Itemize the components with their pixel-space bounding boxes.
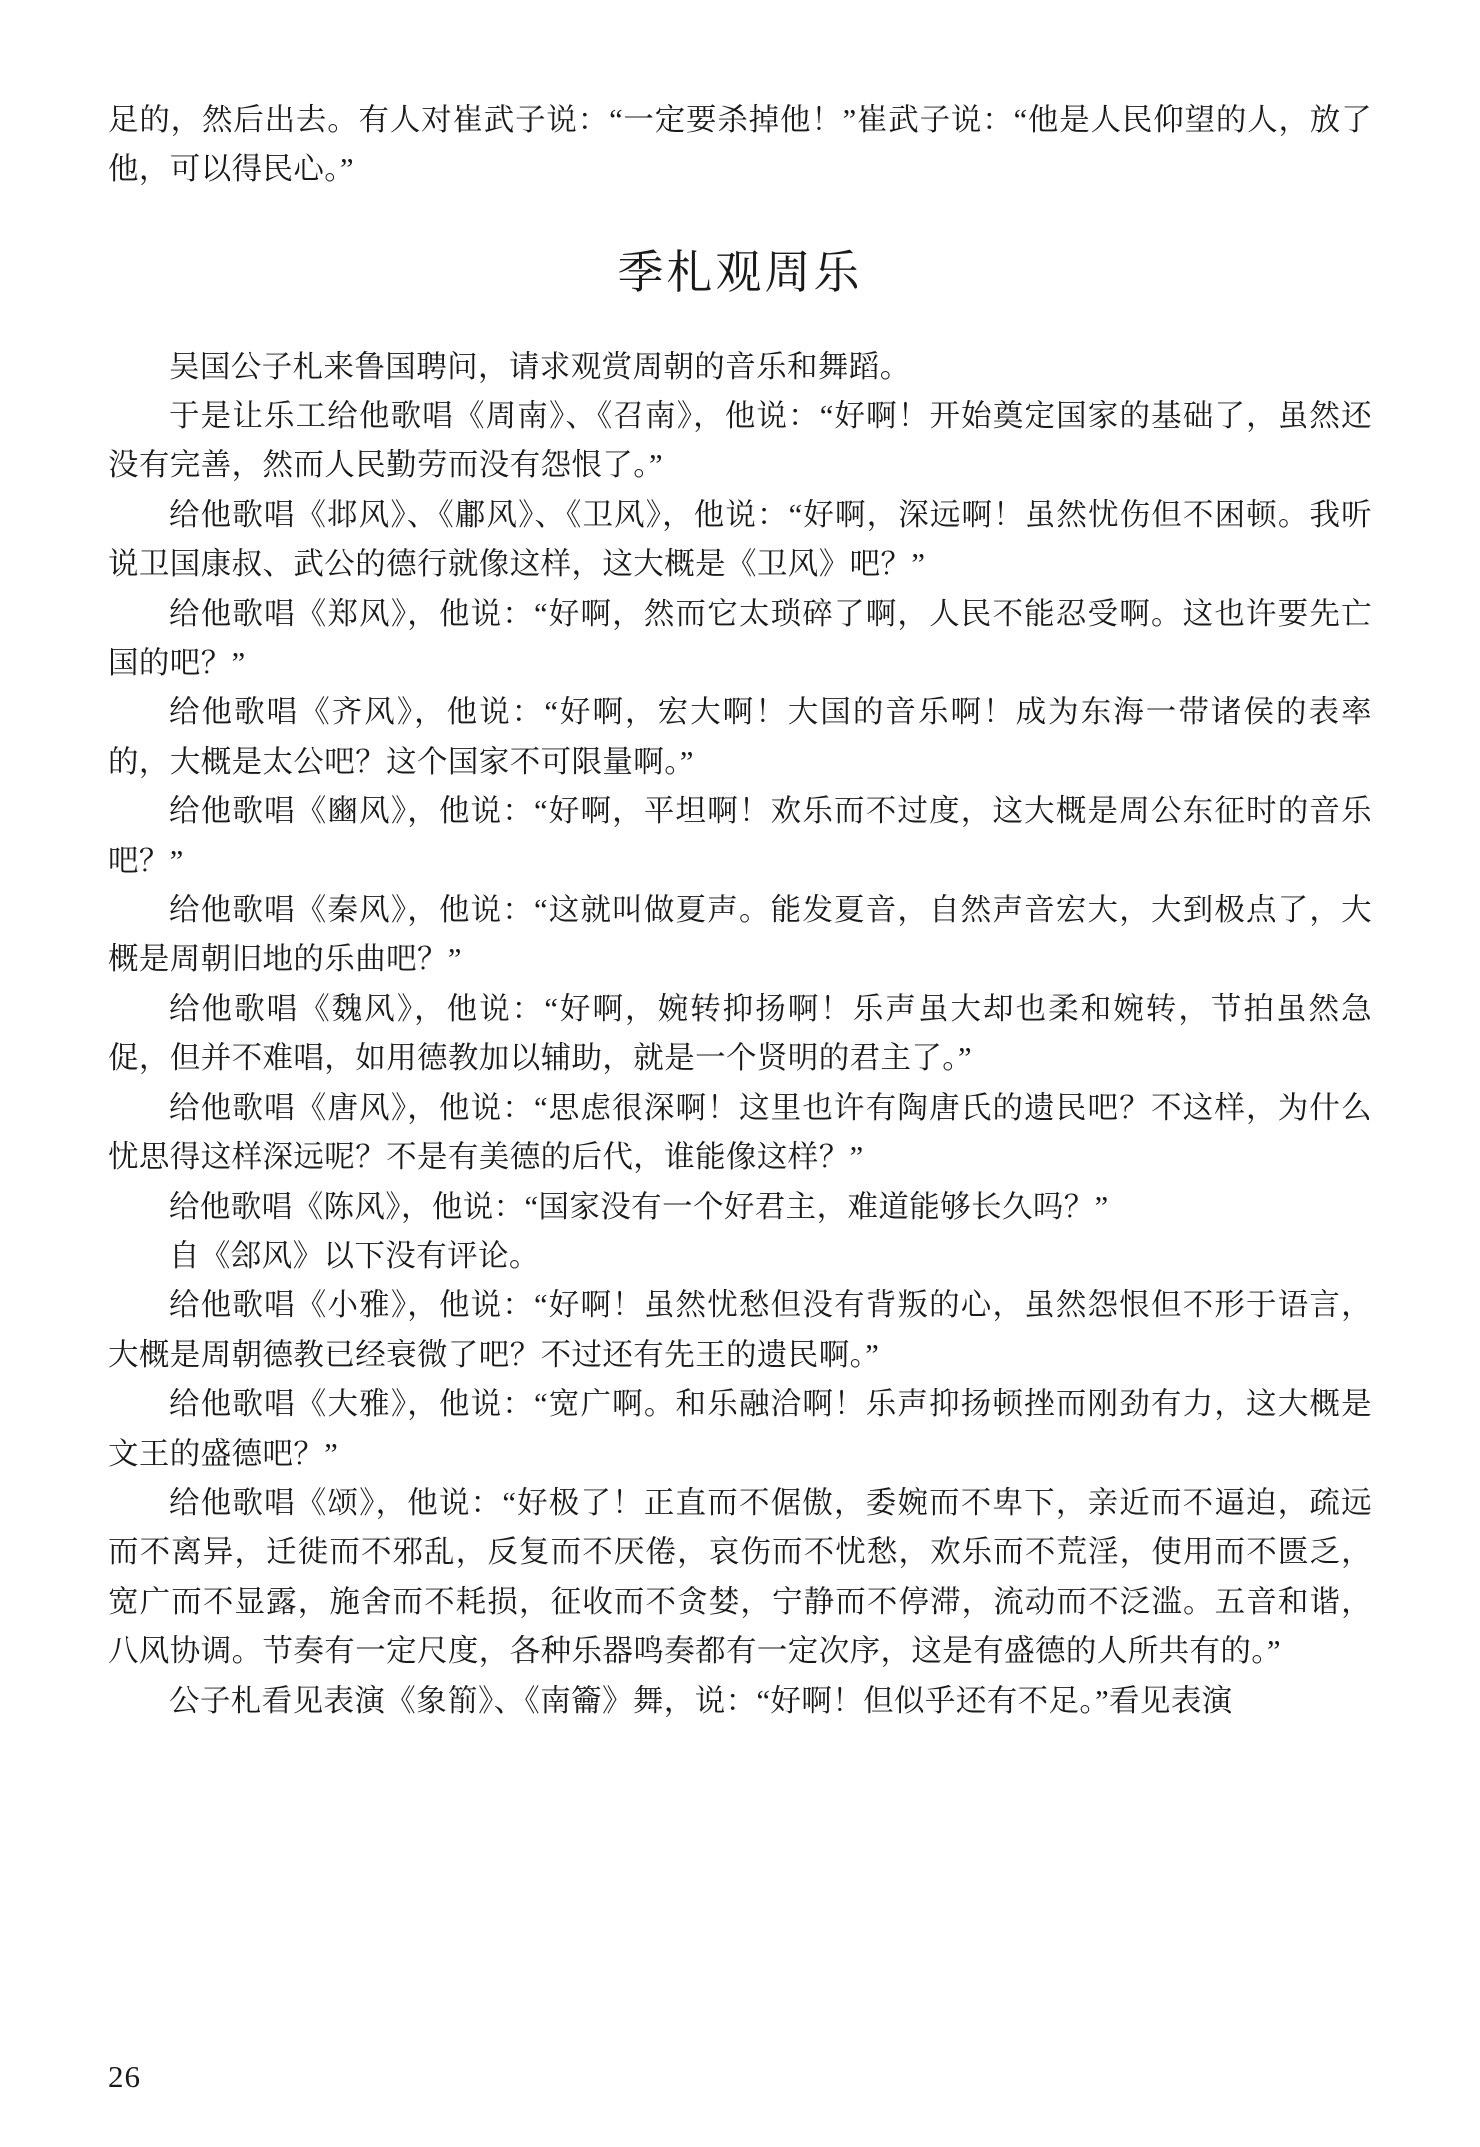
continued-paragraph: 足的，然后出去。有人对崔武子说：“一定要杀掉他！”崔武子说：“他是人民仰望的人，放了他，可以得民心。” <box>108 103 1372 187</box>
body-paragraph: 公子札看见表演《象箾》、《南籥》舞，说：“好啊！但似乎还有不足。”看见表演 <box>169 1683 1233 1718</box>
body-paragraph: 给他歌唱《秦风》，他说：“这就叫做夏声。能发夏音，自然声音宏大，大到极点了，大概是周朝旧地的乐曲吧？” <box>108 893 1372 977</box>
body-paragraph: 给他歌唱《陈风》，他说：“国家没有一个好君主，难道能够长久吗？” <box>169 1189 1109 1224</box>
body-paragraph: 于是让乐工给他歌唱《周南》、《召南》，他说：“好啊！开始奠定国家的基础了，虽然还没有完善，然而人民勤劳而没有怨恨了。” <box>108 399 1372 483</box>
body-paragraph: 给他歌唱《唐风》，他说：“思虑很深啊！这里也许有陶唐氏的遗民吧？不这样，为什么忧思得这样深远呢？不是有美德的后代，谁能像这样？” <box>108 1090 1372 1175</box>
body-paragraph: 给他歌唱《魏风》，他说：“好啊，婉转抑扬啊！乐声虽大却也柔和婉转，节拍虽然急促，但并不难唱，如用德教加以辅助，就是一个贤明的君主了。” <box>108 991 1372 1076</box>
body-paragraph: 给他歌唱《大雅》，他说：“宽广啊。和乐融洽啊！乐声抑扬顿挫而刚劲有力，这大概是文王的盛德吧？” <box>108 1387 1372 1471</box>
body-paragraph: 给他歌唱《颂》，他说：“好极了！正直而不倨傲，委婉而不卑下，亲近而不逼迫，疏远而不离异，迁徙而不邪乱，反复而不厌倦，哀伤而不忧愁，欢乐而不荒淫，使用而不匮乏，宽广而不显露，施舍而不耗损，征收而不贪婪，宁静而不停滞，流动而不泛滥。五音和谐，八风协调。节奏有一定尺度，各种乐器鸣奏都有一定次序，这是有盛德的人所共有的。” <box>108 1485 1372 1669</box>
body-paragraph: 吴国公子札来鲁国聘问，请求观赏周朝的音乐和舞蹈。 <box>169 349 911 384</box>
body-paragraph: 给他歌唱《小雅》，他说：“好啊！虽然忧愁但没有背叛的心，虽然怨恨但不形于语言，大概是周朝德教已经衰微了吧？不过还有先王的遗民啊。” <box>108 1288 1372 1372</box>
page-number: 26 <box>108 2059 141 2094</box>
body-paragraph: 给他歌唱《豳风》，他说：“好啊，平坦啊！欢乐而不过度，这大概是周公东征时的音乐吧？” <box>108 794 1372 878</box>
body-paragraph: 给他歌唱《邶风》、《鄘风》、《卫风》，他说：“好啊，深远啊！虽然忧伤但不困顿。我听说卫国康叔、武公的德行就像这样，这大概是《卫风》吧？” <box>108 497 1372 582</box>
body-paragraph: 给他歌唱《郑风》，他说：“好啊，然而它太琐碎了啊，人民不能忍受啊。这也许要先亡国的吧？” <box>108 596 1372 681</box>
body-paragraph: 自《郐风》以下没有评论。 <box>169 1238 540 1273</box>
page-title: 季札观周乐 <box>617 246 863 298</box>
body-paragraph: 给他歌唱《齐风》，他说：“好啊，宏大啊！大国的音乐啊！成为东海一带诸侯的表率的，大概是太公吧？这个国家不可限量啊。” <box>108 695 1372 779</box>
